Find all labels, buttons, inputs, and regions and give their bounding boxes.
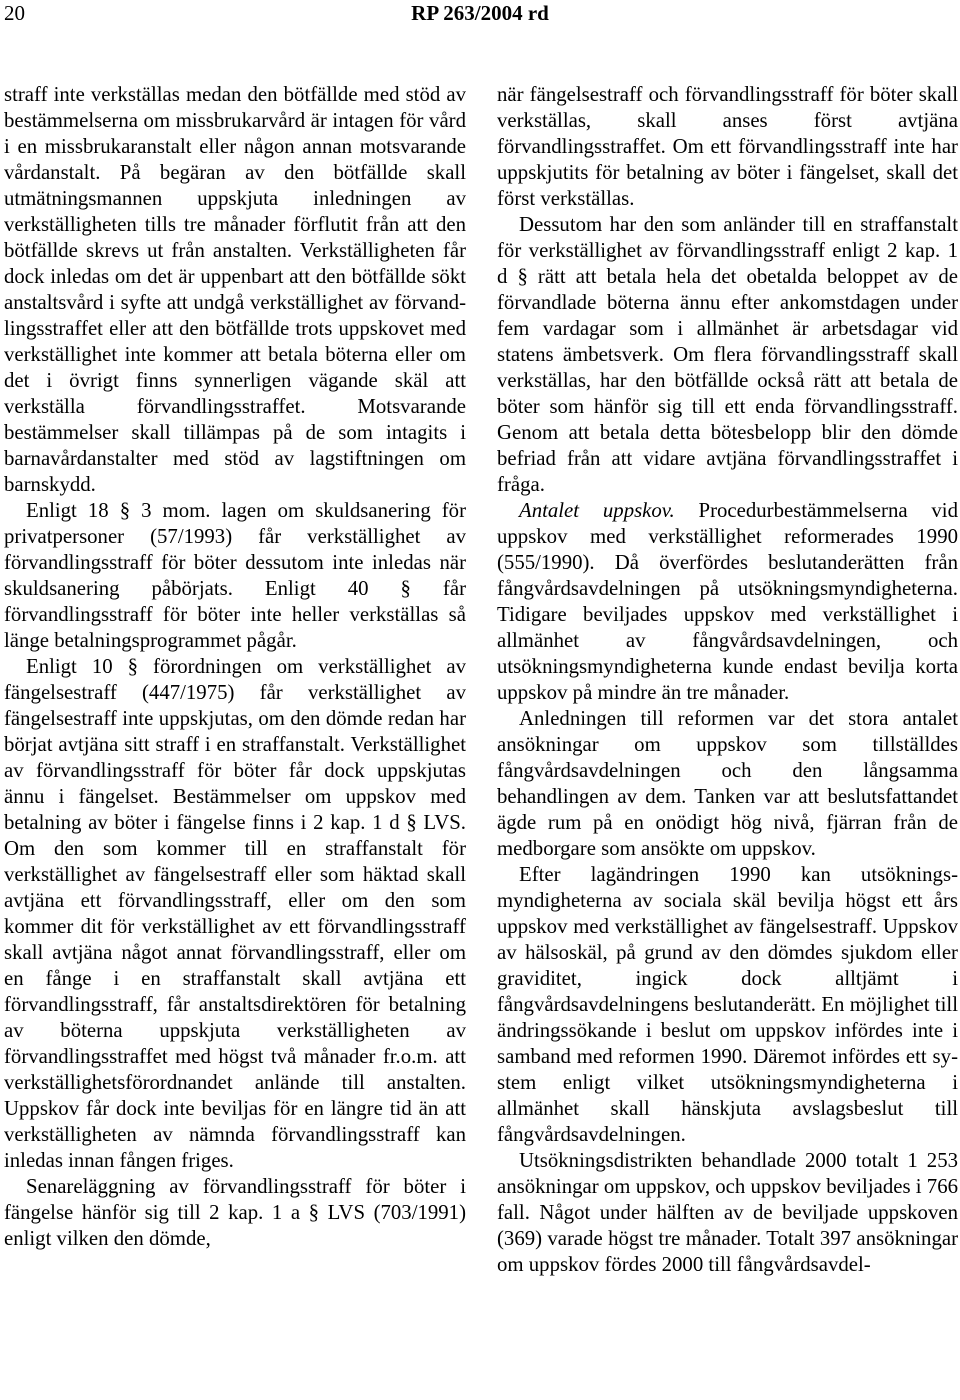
paragraph: straff inte verkställas medan den bötfällde med stöd av bestämmelserna om missbrukarvård är intagen för vård i en missbrukaranstalt eller någon annan motsvarande vårdanstalt. På begäran av den bötfällde skall utmätningsmannen uppskjuta inledningen av verkställigheten tills tre månader förflutit från att den bötfällde skrevs ut från anstalten. Verkställigheten får dock inledas om det är uppenbart att den bötfällde sökt anstaltsvård i syfte att undgå verkställighet av förvandlingsstraffet eller att den bötfällde trots uppskovet med verkställighet inte kommer att betala böterna eller om det i övrigt finns synnerligen vägande skäl att verkställa förvandlingsstraffet. Motsvarande bestämmelser skall tillämpas på de som intagits i barnavårdanstalter med stöd av lagstiftningen om barnskydd. [4, 83, 466, 496]
paragraph: Anledningen till reformen var det stora antalet ansökningar om uppskov som tillställdes fångvårdsavdelningen och den långsamma behandlingen av dem. Tanken var att beslutsfattandet ägde rum på en onödigt hög nivå, fjärran från de medborgare som ansökte om uppskov. [497, 707, 958, 860]
paragraph: Dessutom har den som anländer till en straffanstalt för verkställighet av förvandlingsstraff enligt 2 kap. 1 d § rätt att betala hela det obetalda beloppet av de förvandlade böterna ännu efter ankomstdagen under fem vardagar som i allmänhet är arbetsdagar vid statens ämbetsverk. Om flera förvandlingsstraff skall verkställas, har den bötfällde också rätt att betala de böter som hänför sig till ett enda förvandlingsstraff. Genom att betala detta bötesbelopp blir den dömde befriad från att vidare avtjäna förvandlingsstraffet i fråga. [497, 213, 958, 496]
paragraph: Enligt 10 § förordningen om verkställighet av fängelsestraff (447/1975) får verkställighet av fängelsestraff inte uppskjutas, om den dömde redan har börjat avtjäna sitt straff i en straffanstalt. Verkställighet av förvandlingsstraff för böter får dock uppskjutas ännu i fängelset. Bestämmelser om uppskov med betalning av böter i fängelse finns i 2 kap. 1 d § LVS. Om den som kommer till en straffanstalt för verkställighet av fängelsestraff eller som häktad skall avtjäna ett förvandlingsstraff, eller om den som kommer dit för verkställighet av ett förvandlingsstraff skall avtjäna något annat förvandlingsstraff, eller om en fånge i en straffanstalt skall avtjäna ett förvandlingsstraff, får anstaltsdirektören för betalning av böterna uppskjuta verkställigheten av förvandlingsstraffet med högst två månader fr.o.m. att verkställighetsförordnandet anlände till anstalten. Uppskov får dock inte beviljas för en längre tid än att verkställigheten av nämnda förvandlingsstraff kan inledas innan fången friges. [4, 655, 466, 1172]
paragraph: Enligt 18 § 3 mom. lagen om skuldsanering för privatpersoner (57/1993) får verkställighet av förvandlingsstraff för böter dessutom inte inledas när skuldsanering påbörjats. Enligt 40 § får förvandlingsstraff för böter inte heller verkställas så länge betalningsprogrammet pågår. [4, 499, 466, 652]
right-column [497, 82, 958, 1400]
paragraph: när fängelsestraff och förvandlingsstraff för böter skall verkställas, skall anses först avtjäna förvandlingsstraffet. Om ett förvandlingsstraff inte har uppskjutits för betalning av böter i fängelset, skall det först verkställas. [497, 83, 958, 210]
run-in-heading: Antalet uppskov. [519, 499, 675, 522]
paragraph: Senareläggning av förvandlingsstraff för böter i fängelse hänför sig till 2 kap. 1 a § LVS (703/1991) enligt vilken den dömde, [4, 1175, 466, 1250]
left-column [4, 82, 466, 1400]
heading-paragraph [497, 498, 958, 706]
document-id: RP 263/2004 rd [411, 1, 549, 25]
paragraph: Efter lagändringen 1990 kan utsökningsmyndigheterna av sociala skäl bevilja högst ett års uppskov med verkställighet av fängelsestraff. Uppskov av hälsoskäl, på grund av den dömdes sjukdom eller graviditet, ingick dock alltjämt i fångvårdsavdelningens beslutanderätt. En möjlighet till ändringssökande i beslut om uppskov infördes inte i samband med reformen 1990. Däremot infördes ett system enligt vilket utsökningsmyndigheterna i allmänhet skall hänskjuta avslagsbeslut till fångvårdsavdelningen. [497, 863, 958, 1146]
paragraph: Utsökningsdistrikten behandlade 2000 totalt 1 253 ansökningar om uppskov, och uppskov beviljades i 766 fall. Något under hälften av de beviljade uppskoven (369) varade högst tre månader. Totalt 397 ansökningar om uppskov fördes 2000 till fångvårdsavdel- [497, 1149, 958, 1276]
page-header [0, 0, 960, 40]
paragraph-text: Procedurbestämmelserna vid uppskov med verkställighet reformerades 1990 (555/1990). Då överfördes beslutanderätten från fångvårdsavdelningen på utsökningsmyndigheterna. Tidigare beviljades uppskov med verkställighet i allmänhet av fångvårdsavdelningen, och utsökningsmyndigheterna kunde endast bevilja korta uppskov på mindre än tre månader. [497, 499, 958, 704]
page-number: 20 [4, 1, 25, 25]
